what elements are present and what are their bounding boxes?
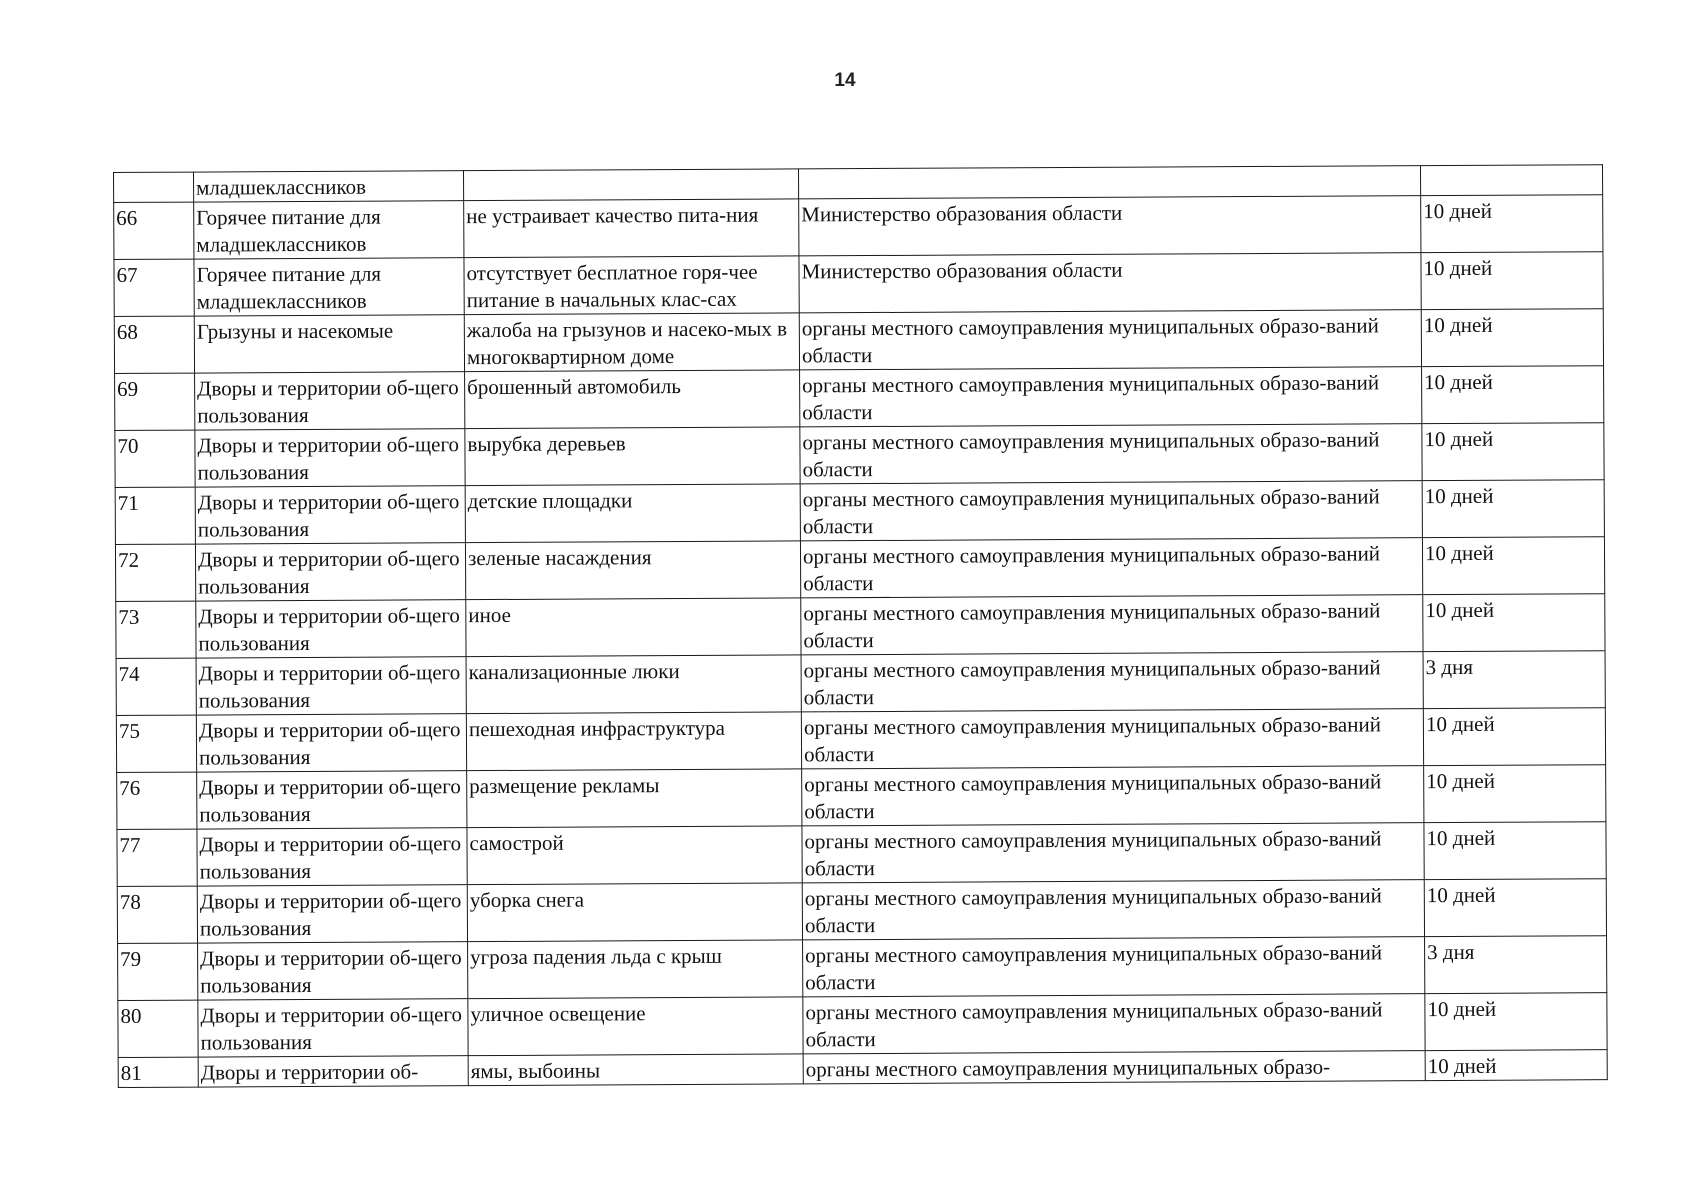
issue-cell: брошенный автомобиль — [465, 370, 800, 429]
topic-cell: Дворы и территории об- — [198, 1056, 468, 1087]
topic-cell: Дворы и территории об-щего пользования — [197, 885, 467, 943]
table-row — [117, 822, 1606, 887]
deadline-cell — [1420, 165, 1602, 196]
responsible-body-cell: органы местного самоуправления муниципальных образо-ваний области — [803, 937, 1425, 997]
row-number-cell: 67 — [114, 259, 194, 316]
responsible-body-cell: органы местного самоуправления муниципальных образо-ваний области — [800, 481, 1422, 541]
issue-cell: уборка снега — [467, 883, 802, 942]
responsible-body-cell: органы местного самоуправления муниципальных образо-ваний области — [801, 709, 1423, 769]
row-number-cell: 77 — [117, 829, 197, 886]
issue-cell: зеленые насаждения — [465, 541, 800, 600]
responsible-body-cell: органы местного самоуправления муниципальных образо-ваний области — [799, 310, 1421, 370]
deadline-cell: 3 дня — [1425, 936, 1607, 994]
issue-cell: ямы, выбоины — [468, 1054, 803, 1086]
row-number-cell: 71 — [115, 487, 195, 544]
topic-cell: Горячее питание для младшеклассников — [194, 258, 464, 316]
topic-cell: Грызуны и насекомые — [194, 315, 464, 373]
deadline-cell: 10 дней — [1421, 309, 1603, 367]
table-row — [116, 708, 1605, 773]
deadline-cell: 10 дней — [1421, 252, 1603, 310]
responsible-body-cell: органы местного самоуправления муниципальных образо-ваний области — [800, 538, 1422, 598]
table-row — [114, 195, 1603, 260]
responsible-body-cell: Министерство образования области — [799, 253, 1421, 313]
issue-cell: пешеходная инфраструктура — [466, 712, 801, 771]
responsible-body-cell: органы местного самоуправления муниципальных образо-ваний области — [800, 424, 1422, 484]
row-number-cell: 72 — [115, 544, 195, 601]
row-number-cell: 80 — [118, 1000, 198, 1057]
table-row — [118, 936, 1607, 1001]
table-row — [117, 765, 1606, 830]
issue-cell: иное — [466, 598, 801, 657]
table-row — [114, 309, 1603, 374]
responsible-body-cell: органы местного самоуправления муниципальных образо-ваний области — [801, 652, 1423, 712]
table-row — [114, 252, 1603, 317]
deadline-cell: 10 дней — [1421, 195, 1603, 253]
row-number-cell: 76 — [117, 772, 197, 829]
page-number: 14 — [834, 70, 856, 91]
topic-cell: Дворы и территории об-щего пользования — [195, 429, 465, 487]
responsible-body-cell: органы местного самоуправления муниципальных образо-ваний области — [803, 994, 1425, 1054]
deadline-cell: 10 дней — [1425, 1050, 1607, 1081]
table-row — [117, 879, 1606, 944]
deadline-cell: 10 дней — [1424, 822, 1606, 880]
topic-cell: Дворы и территории об-щего пользования — [195, 372, 465, 430]
deadline-cell: 10 дней — [1424, 879, 1606, 937]
responsible-body-cell: органы местного самоуправления муниципальных образо-ваний области — [801, 595, 1423, 655]
row-number-cell: 75 — [116, 715, 196, 772]
row-number-cell: 78 — [117, 886, 197, 943]
topic-cell: Горячее питание для младшеклассников — [194, 201, 464, 259]
topic-cell: Дворы и территории об-щего пользования — [197, 828, 467, 886]
row-number-cell: 70 — [115, 430, 195, 487]
table-row — [115, 423, 1604, 488]
table-row — [118, 993, 1607, 1058]
responsible-body-cell — [798, 166, 1420, 199]
responsible-body-cell: органы местного самоуправления муниципальных образо-ваний области — [802, 880, 1424, 940]
table-row — [115, 366, 1604, 431]
deadline-cell: 10 дней — [1422, 366, 1604, 424]
topic-cell: Дворы и территории об-щего пользования — [196, 600, 466, 658]
topic-cell: младшеклассников — [194, 171, 464, 202]
row-number-cell: 68 — [114, 316, 194, 373]
deadline-cell: 10 дней — [1423, 708, 1605, 766]
responsibility-table — [113, 164, 1608, 1088]
table-row — [116, 594, 1605, 659]
row-number-cell — [114, 172, 194, 202]
table-row — [115, 537, 1604, 602]
topic-cell: Дворы и территории об-щего пользования — [195, 543, 465, 601]
table-row — [115, 480, 1604, 545]
issue-cell: канализационные люки — [466, 655, 801, 714]
topic-cell: Дворы и территории об-щего пользования — [195, 486, 465, 544]
deadline-cell: 10 дней — [1425, 993, 1607, 1051]
issue-cell: угроза падения льда с крыш — [468, 940, 803, 999]
row-number-cell: 74 — [116, 658, 196, 715]
deadline-cell: 10 дней — [1422, 480, 1604, 538]
topic-cell: Дворы и территории об-щего пользования — [196, 714, 466, 772]
issue-cell: самострой — [467, 826, 802, 885]
deadline-cell: 10 дней — [1424, 765, 1606, 823]
topic-cell: Дворы и территории об-щего пользования — [198, 942, 468, 1000]
responsible-body-cell: органы местного самоуправления муниципальных образо-ваний области — [802, 766, 1424, 826]
issue-cell: не устраивает качество пита-ния — [464, 199, 799, 258]
responsible-body-cell: органы местного самоуправления муниципальных образо- — [803, 1051, 1425, 1084]
topic-cell: Дворы и территории об-щего пользования — [196, 657, 466, 715]
topic-cell: Дворы и территории об-щего пользования — [197, 771, 467, 829]
deadline-cell: 10 дней — [1422, 423, 1604, 481]
issue-cell: уличное освещение — [468, 997, 803, 1056]
table-body — [114, 165, 1608, 1088]
issue-cell — [463, 169, 798, 201]
row-number-cell: 66 — [114, 202, 194, 259]
row-number-cell: 79 — [118, 943, 198, 1000]
issue-cell: вырубка деревьев — [465, 427, 800, 486]
topic-cell: Дворы и территории об-щего пользования — [198, 999, 468, 1057]
issue-cell: размещение рекламы — [467, 769, 802, 828]
responsible-body-cell: органы местного самоуправления муниципальных образо-ваний области — [802, 823, 1424, 883]
deadline-cell: 10 дней — [1423, 594, 1605, 652]
row-number-cell: 73 — [116, 601, 196, 658]
row-number-cell: 81 — [118, 1057, 198, 1087]
issue-cell: детские площадки — [465, 484, 800, 543]
issue-cell: жалоба на грызунов и насеко-мых в многоквартирном доме — [464, 313, 799, 372]
deadline-cell: 10 дней — [1422, 537, 1604, 595]
issue-cell: отсутствует бесплатное горя-чее питание в начальных клас-сах — [464, 256, 799, 315]
table-row — [118, 1050, 1607, 1088]
responsible-body-cell: Министерство образования области — [799, 196, 1421, 256]
row-number-cell: 69 — [115, 373, 195, 430]
responsible-body-cell: органы местного самоуправления муниципальных образо-ваний области — [800, 367, 1422, 427]
table-row — [116, 651, 1605, 716]
deadline-cell: 3 дня — [1423, 651, 1605, 709]
